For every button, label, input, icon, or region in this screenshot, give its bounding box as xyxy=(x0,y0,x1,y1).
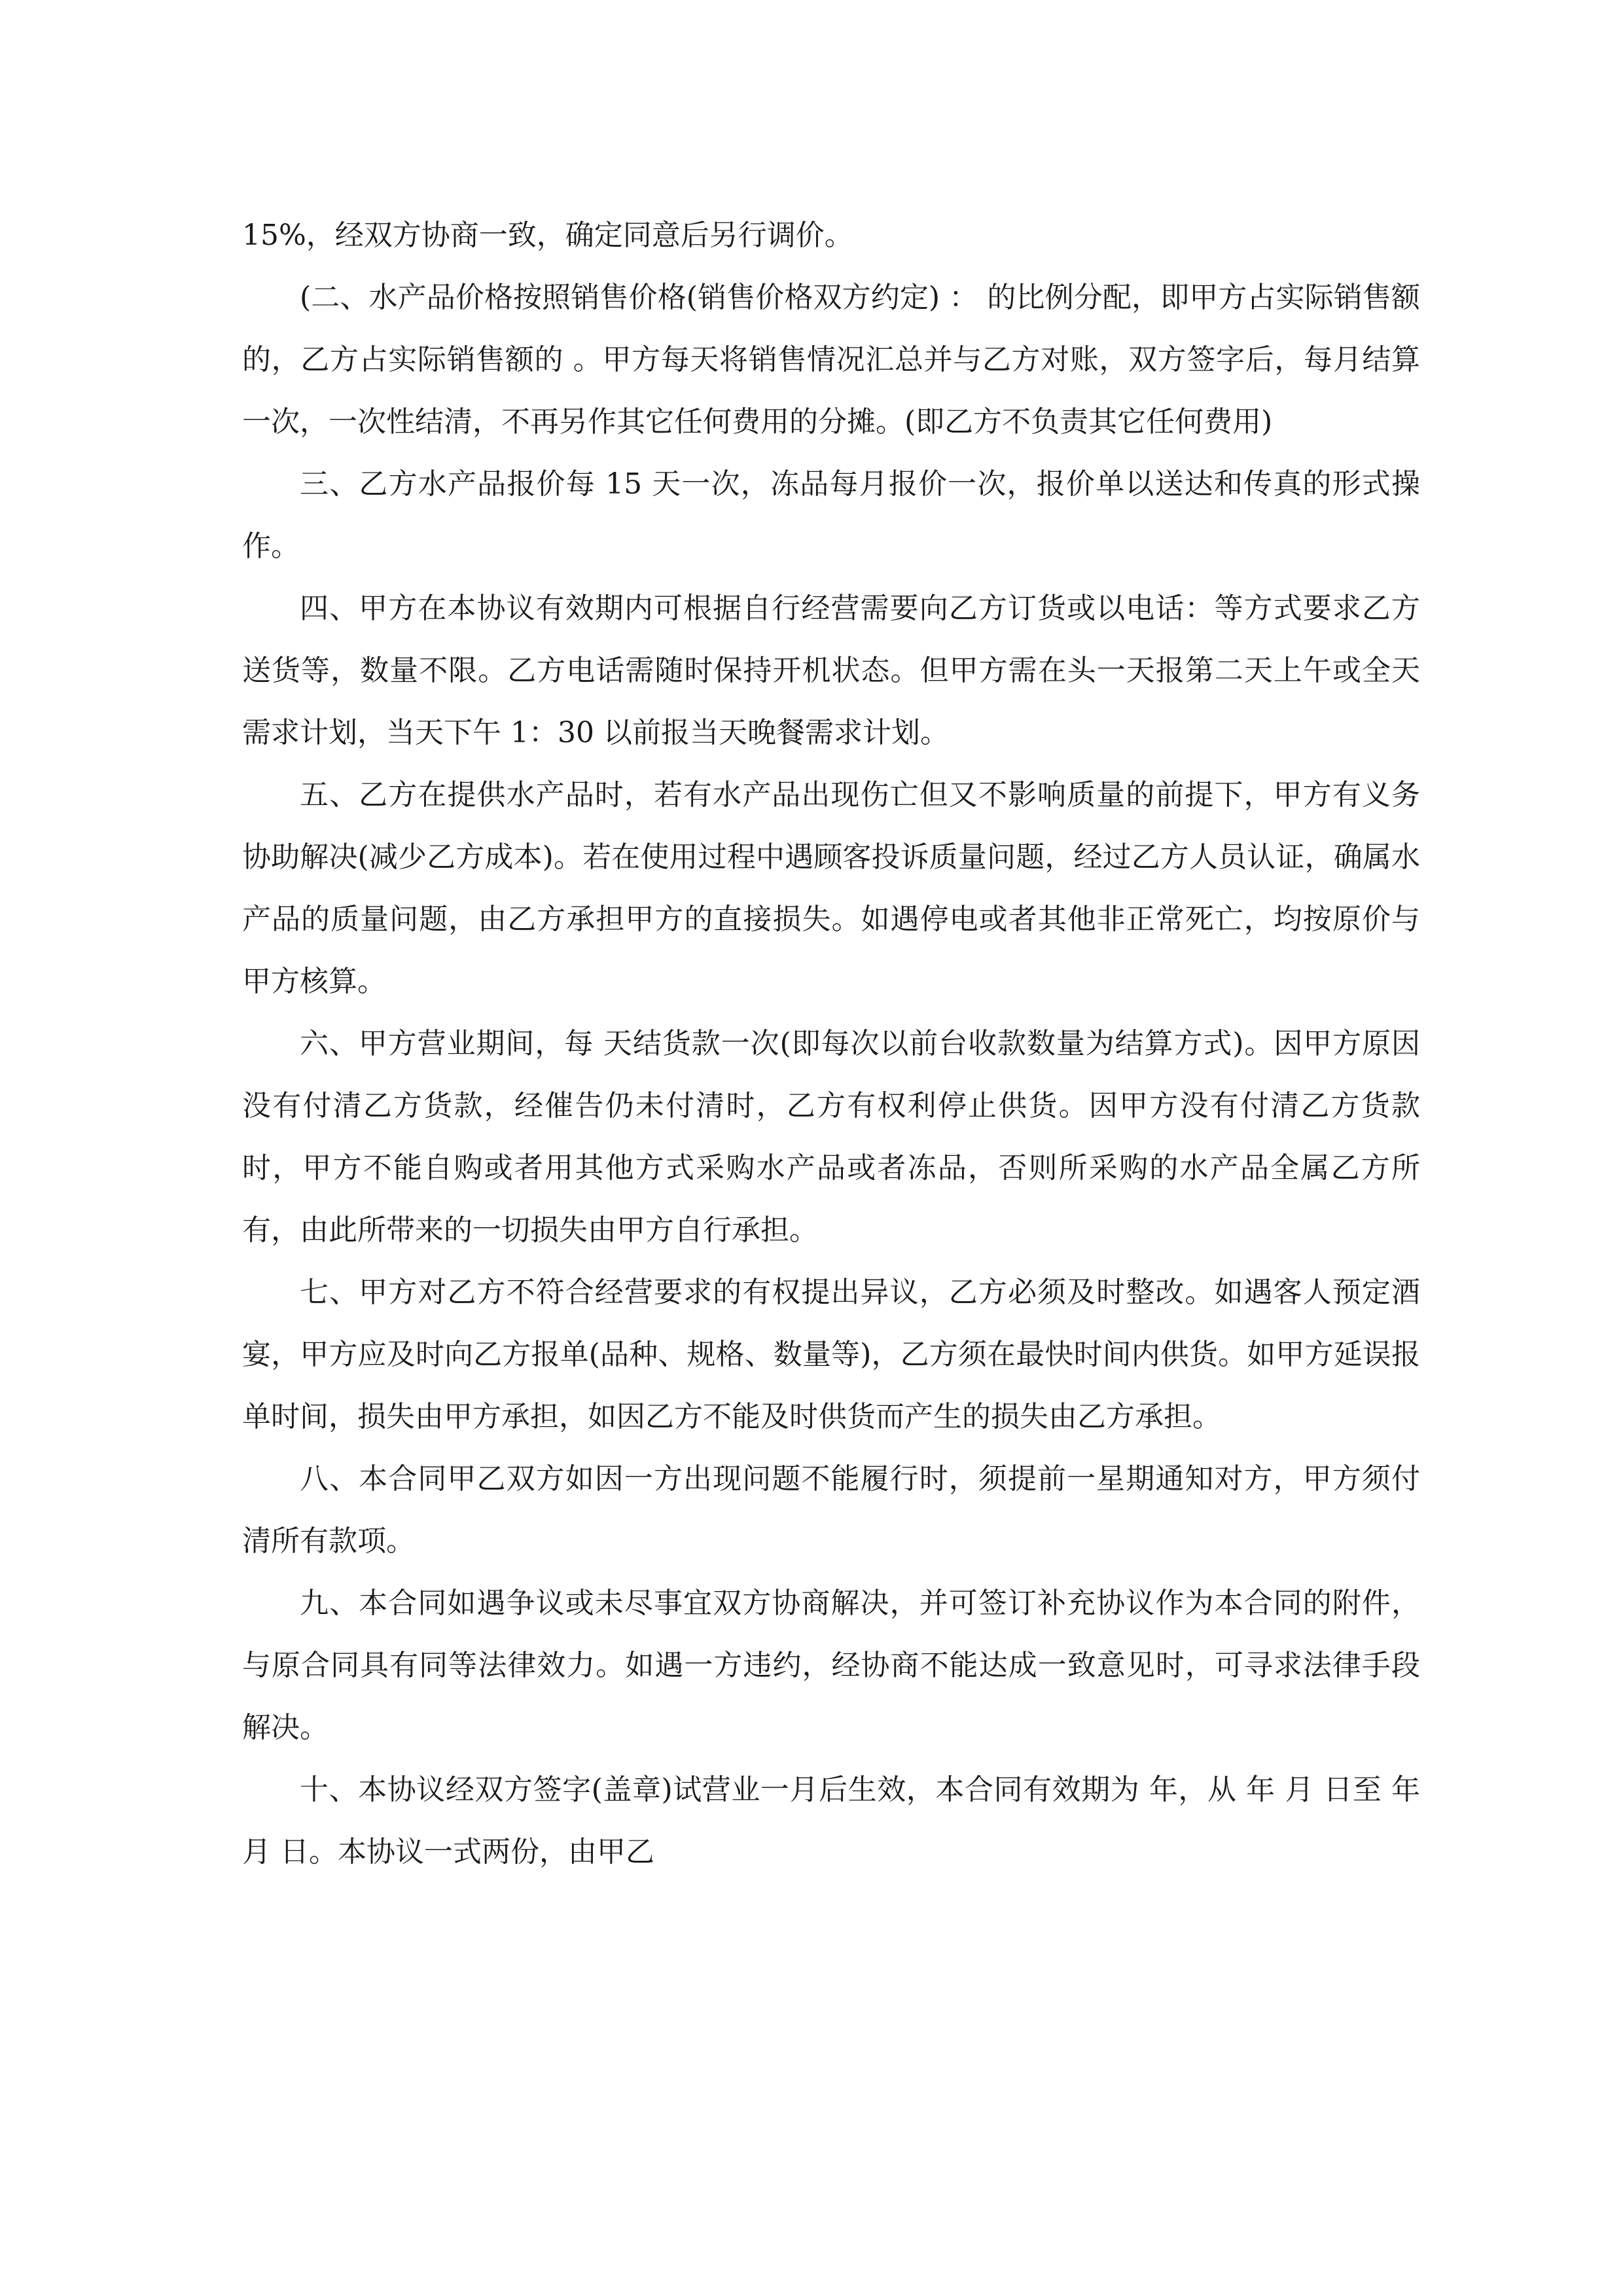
paragraph-clause-3: 三、乙方水产品报价每 15 天一次，冻品每月报价一次，报价单以送达和传真的形式操作。 xyxy=(242,467,1420,563)
contract-body xyxy=(242,204,1420,1883)
paragraph-clause-2: (二、水产品价格按照销售价格(销售价格双方约定) ： 的比例分配，即甲方占实际销售额的，乙方占实际销售额的 。甲方每天将销售情况汇总并与乙方对账，双方签字后，每月结算一次，一次性结清，不再另作其它任何费用的分摊。(即乙方不负责其它任何费用) xyxy=(242,281,1420,439)
paragraph-price-adjustment: 15%，经双方协商一致，确定同意后另行调价。 xyxy=(242,219,853,252)
paragraph-clause-9: 九、本合同如遇争议或未尽事宜双方协商解决，并可签订补充协议作为本合同的附件，与原合同具有同等法律效力。如遇一方违约，经协商不能达成一致意见时，可寻求法律手段解决。 xyxy=(242,1587,1420,1744)
paragraph-clause-10: 十、本协议经双方签字(盖章)试营业一月后生效，本合同有效期为 年，从 年 月 日至 年 月 日。本协议一式两份，由甲乙 xyxy=(242,1773,1420,1869)
paragraph-clause-6: 六、甲方营业期间，每 天结货款一次(即每次以前台收款数量为结算方式)。因甲方原因没有付清乙方货款，经催告仍未付清时，乙方有权利停止供货。因甲方没有付清乙方货款时，甲方不能自购或者用其他方式采购水产品或者冻品，否则所采购的水产品全属乙方所有，由此所带来的一切损失由甲方自行承担。 xyxy=(242,1027,1420,1247)
paragraph-clause-8: 八、本合同甲乙双方如因一方出现问题不能履行时，须提前一星期通知对方，甲方须付清所有款项。 xyxy=(242,1462,1420,1558)
paragraph-clause-5: 五、乙方在提供水产品时，若有水产品出现伤亡但又不影响质量的前提下，甲方有义务协助解决(减少乙方成本)。若在使用过程中遇顾客投诉质量问题，经过乙方人员认证，确属水产品的质量问题，由乙方承担甲方的直接损失。如遇停电或者其他非正常死亡，均按原价与甲方核算。 xyxy=(242,778,1420,998)
paragraph-clause-7: 七、甲方对乙方不符合经营要求的有权提出异议，乙方必须及时整改。如遇客人预定酒宴，甲方应及时向乙方报单(品种、规格、数量等)，乙方须在最快时间内供货。如甲方延误报单时间，损失由甲方承担，如因乙方不能及时供货而产生的损失由乙方承担。 xyxy=(242,1276,1420,1433)
paragraph-clause-4: 四、甲方在本协议有效期内可根据自行经营需要向乙方订货或以电话：等方式要求乙方送货等，数量不限。乙方电话需随时保持开机状态。但甲方需在头一天报第二天上午或全天需求计划，当天下午 1：30 以前报当天晚餐需求计划。 xyxy=(242,592,1420,749)
